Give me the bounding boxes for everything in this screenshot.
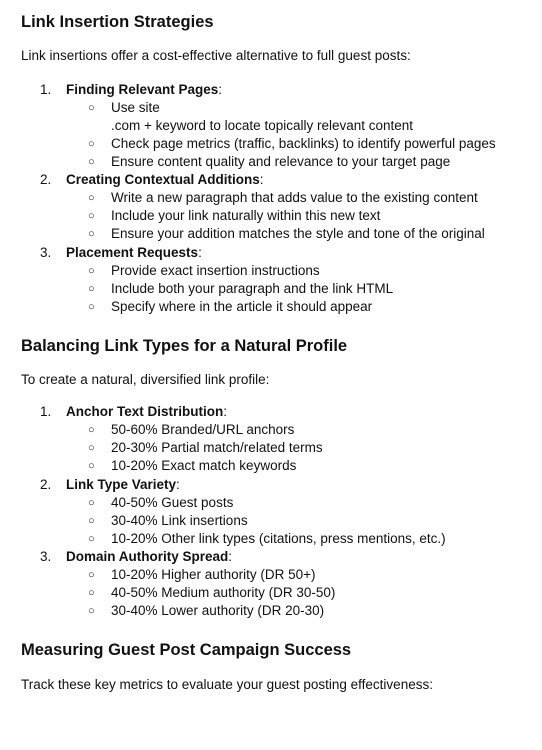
list-number: 2. xyxy=(40,172,52,187)
bullet-text: 50-60% Branded/URL anchors xyxy=(111,422,295,437)
bullet-item xyxy=(88,225,485,243)
bullet-circle-icon: ○ xyxy=(88,497,95,509)
section-heading-measuring-success: Measuring Guest Post Campaign Success xyxy=(21,641,352,659)
bullet-circle-icon: ○ xyxy=(88,587,95,599)
list-number: 3. xyxy=(40,549,52,564)
bullet-item xyxy=(88,135,496,153)
list-number: 1. xyxy=(40,404,52,419)
bullet-text: 40-50% Guest posts xyxy=(111,495,234,510)
bullet-circle-icon: ○ xyxy=(88,138,95,150)
list-item-title: Finding Relevant Pages xyxy=(66,82,219,97)
list-item-suffix: : xyxy=(218,82,223,97)
bullet-text: 20-30% Partial match/related terms xyxy=(111,440,323,455)
bullet-circle-icon: ○ xyxy=(88,460,95,472)
list-item-title: Link Type Variety xyxy=(66,477,177,492)
bullet-circle-icon: ○ xyxy=(88,156,95,168)
bullet-item xyxy=(88,566,315,584)
bullet-item xyxy=(88,512,248,530)
bullet-text: 10-20% Higher authority (DR 50+) xyxy=(111,567,316,582)
list-number: 2. xyxy=(40,477,52,492)
bullet-item xyxy=(88,207,380,225)
bullet-text: Include both your paragraph and the link HTML xyxy=(111,281,394,296)
bullet-text: Write a new paragraph that adds value to the existing content xyxy=(111,190,478,205)
bullet-circle-icon: ○ xyxy=(88,301,95,313)
bullet-text: Include your link naturally within this new text xyxy=(111,208,381,223)
list-item-placement-requests xyxy=(40,244,202,262)
bullet-text: 30-40% Link insertions xyxy=(111,513,248,528)
bullet-item xyxy=(88,584,335,602)
bullet-text: Provide exact insertion instructions xyxy=(111,263,320,278)
list-number: 1. xyxy=(40,82,52,97)
bullet-item xyxy=(88,280,393,298)
bullet-circle-icon: ○ xyxy=(88,424,95,436)
section-intro-measuring-success: Track these key metrics to evaluate your guest posting effectiveness: xyxy=(21,677,433,692)
list-item-title: Placement Requests xyxy=(66,245,199,260)
bullet-circle-icon: ○ xyxy=(88,192,95,204)
list-number: 3. xyxy=(40,245,52,260)
bullet-circle-icon: ○ xyxy=(88,210,95,222)
list-item-title: Anchor Text Distribution xyxy=(66,404,224,419)
bullet-item xyxy=(88,530,446,548)
section-intro-link-insertion: Link insertions offer a cost-effective alternative to full guest posts: xyxy=(21,48,411,63)
list-item-suffix: : xyxy=(259,172,264,187)
bullet-text: 30-40% Lower authority (DR 20-30) xyxy=(111,603,325,618)
bullet-item xyxy=(88,457,296,475)
bullet-text: Check page metrics (traffic, backlinks) to identify powerful pages xyxy=(111,136,496,151)
section-intro-balancing-link-types: To create a natural, diversified link profile: xyxy=(21,372,270,387)
bullet-text: 10-20% Exact match keywords xyxy=(111,458,297,473)
list-item-link-type-variety xyxy=(40,476,180,494)
bullet-circle-icon: ○ xyxy=(88,533,95,545)
bullet-text: Specify where in the article it should appear xyxy=(111,299,373,314)
bullet-circle-icon: ○ xyxy=(88,569,95,581)
section-heading-link-insertion: Link Insertion Strategies xyxy=(21,13,214,31)
bullet-item xyxy=(88,602,324,620)
list-item-suffix: : xyxy=(223,404,228,419)
list-item-creating-contextual-additions xyxy=(40,171,264,189)
list-item-anchor-text-distribution xyxy=(40,403,227,421)
bullet-item xyxy=(88,189,478,207)
list-item-finding-relevant-pages xyxy=(40,81,222,99)
bullet-text: Ensure your addition matches the style and tone of the original xyxy=(111,226,485,241)
list-item-suffix: : xyxy=(176,477,180,492)
bullet-item xyxy=(88,421,294,439)
list-item-domain-authority-spread xyxy=(40,548,232,566)
bullet-circle-icon: ○ xyxy=(88,283,95,295)
bullet-text: Ensure content quality and relevance to your target page xyxy=(111,154,451,169)
bullet-circle-icon: ○ xyxy=(88,605,95,617)
bullet-text: 10-20% Other link types (citations, press mentions, etc.) xyxy=(111,531,446,546)
bullet-continuation: .com + keyword to locate topically relevant content xyxy=(111,118,414,133)
section-heading-balancing-link-types: Balancing Link Types for a Natural Profile xyxy=(21,337,348,355)
list-item-title: Creating Contextual Additions xyxy=(66,172,260,187)
bullet-item xyxy=(88,439,323,457)
bullet-circle-icon: ○ xyxy=(88,228,95,240)
bullet-circle-icon: ○ xyxy=(88,102,95,114)
bullet-item xyxy=(88,298,372,316)
bullet-text: Use site xyxy=(111,100,160,115)
bullet-circle-icon: ○ xyxy=(88,265,95,277)
bullet-item xyxy=(88,153,450,171)
list-item-suffix: : xyxy=(198,245,202,260)
bullet-circle-icon: ○ xyxy=(88,442,95,454)
bullet-item xyxy=(88,262,320,280)
bullet-item xyxy=(88,99,160,117)
list-item-title: Domain Authority Spread xyxy=(66,549,229,564)
list-item-suffix: : xyxy=(228,549,233,564)
bullet-text: 40-50% Medium authority (DR 30-50) xyxy=(111,585,336,600)
bullet-circle-icon: ○ xyxy=(88,515,95,527)
bullet-item xyxy=(88,494,233,512)
